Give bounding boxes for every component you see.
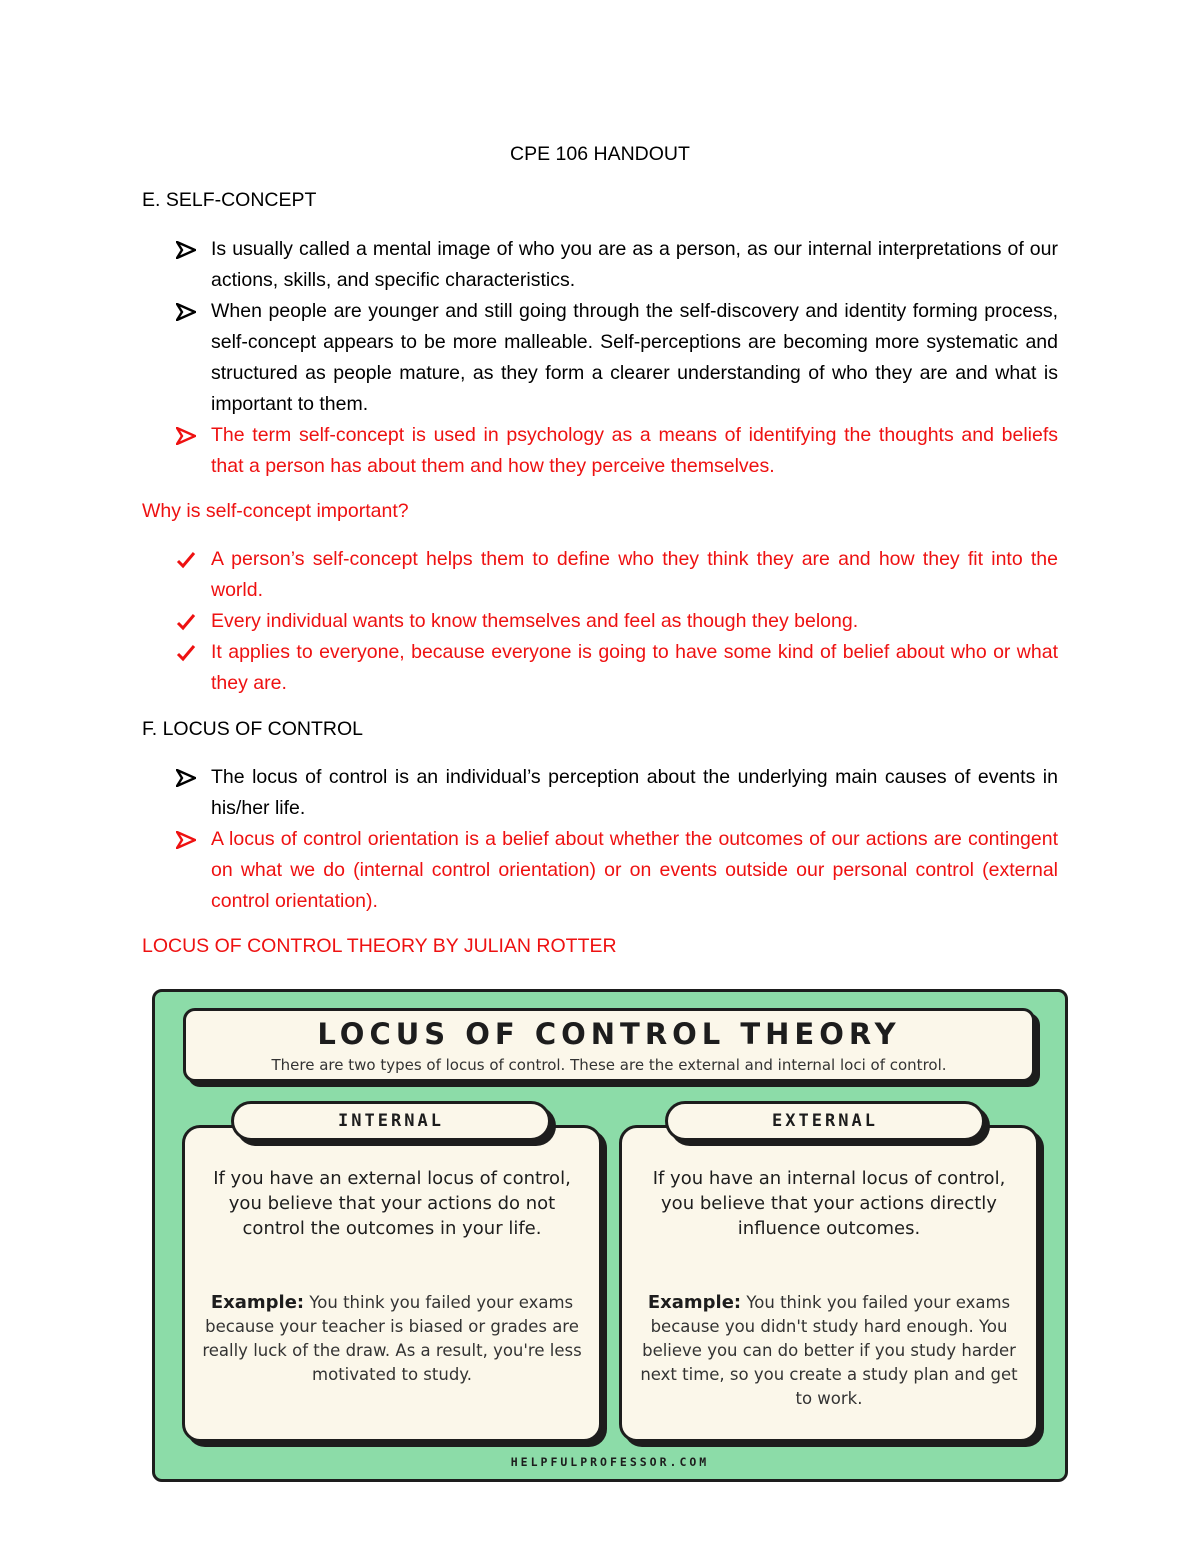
infographic-footer: HELPFULPROFESSOR.COM: [510, 1455, 710, 1469]
infographic-header: [183, 1008, 1035, 1082]
list-item-text: A person’s self-concept helps them to define who they think they are and how they fit into the world.: [211, 548, 1058, 601]
arrow-bullet-icon: [176, 296, 200, 327]
list-item: [176, 637, 1058, 699]
checkmark-icon: [176, 637, 200, 668]
list-item: [176, 420, 1058, 482]
list-item-text: The term self-concept is used in psychology as a means of identifying the thoughts and beliefs that a person has about them and how they perceive themselves.: [211, 424, 1058, 477]
list-item-text: It applies to everyone, because everyone is going to have some kind of belief about who or what they are.: [211, 641, 1058, 694]
internal-card: [182, 1125, 602, 1442]
why-list: [176, 544, 1058, 699]
list-item-text: The locus of control is an individual’s perception about the underlying main causes of events in his/her life.: [211, 766, 1058, 819]
checkmark-icon: [176, 606, 200, 637]
list-item-text: Is usually called a mental image of who you are as a person, as our internal interpretations of our actions, skills, and specific characteristics.: [211, 238, 1058, 291]
page-title: CPE 106 HANDOUT: [510, 143, 690, 165]
external-card: [619, 1125, 1039, 1442]
arrow-bullet-icon: [176, 234, 200, 265]
list-item-text: When people are younger and still going through the self-discovery and identity forming process, self-concept appears to be more malleable. Self-perceptions are becoming more systematic and structured as people mature, as they form a clearer understanding of who they are and what is important to them.: [211, 300, 1058, 415]
why-heading: Why is self-concept important?: [142, 500, 409, 522]
internal-example: [197, 1291, 587, 1387]
arrow-bullet-icon: [176, 420, 200, 451]
list-item: [176, 544, 1058, 606]
external-description: If you have an internal locus of control, you believe that your actions directly influence outcomes.: [652, 1168, 1006, 1239]
locus-list: [176, 762, 1058, 917]
internal-description: If you have an external locus of control, you believe that your actions do not control the outcomes in your life.: [213, 1168, 571, 1239]
list-item: [176, 824, 1058, 917]
infographic-title: LOCUS OF CONTROL THEORY: [317, 1017, 901, 1051]
external-example: [634, 1291, 1024, 1411]
self-concept-list: [176, 234, 1058, 482]
list-item: [176, 606, 1058, 637]
arrow-bullet-icon: [176, 824, 200, 855]
example-label: Example:: [647, 1292, 742, 1313]
list-item: [176, 762, 1058, 824]
list-item-text: Every individual wants to know themselves and feel as though they belong.: [211, 610, 859, 632]
infographic-subtitle: There are two types of locus of control. These are the external and internal loci of control.: [271, 1056, 947, 1074]
locus-infographic: [152, 989, 1068, 1482]
example-label: Example:: [210, 1292, 305, 1313]
list-item: [176, 296, 1058, 420]
section-f-heading: F. LOCUS OF CONTROL: [142, 718, 364, 740]
arrow-bullet-icon: [176, 762, 200, 793]
external-label: EXTERNAL: [665, 1101, 985, 1141]
checkmark-icon: [176, 544, 200, 575]
internal-label: INTERNAL: [231, 1101, 551, 1141]
example-text: You think you failed your exams because your teacher is biased or grades are really luck of the draw. As a result, you're less motivated to study.: [202, 1293, 582, 1384]
section-e-heading: E. SELF-CONCEPT: [142, 189, 317, 211]
example-text: You think you failed your exams because you didn't study hard enough. You believe you can do better if you study harder next time, so you create a study plan and get to work.: [640, 1293, 1018, 1408]
theory-heading: LOCUS OF CONTROL THEORY BY JULIAN ROTTER: [142, 935, 617, 957]
list-item: [176, 234, 1058, 296]
list-item-text: A locus of control orientation is a belief about whether the outcomes of our actions are contingent on what we do (internal control orientation) or on events outside our personal control (external control orientation).: [211, 828, 1058, 912]
